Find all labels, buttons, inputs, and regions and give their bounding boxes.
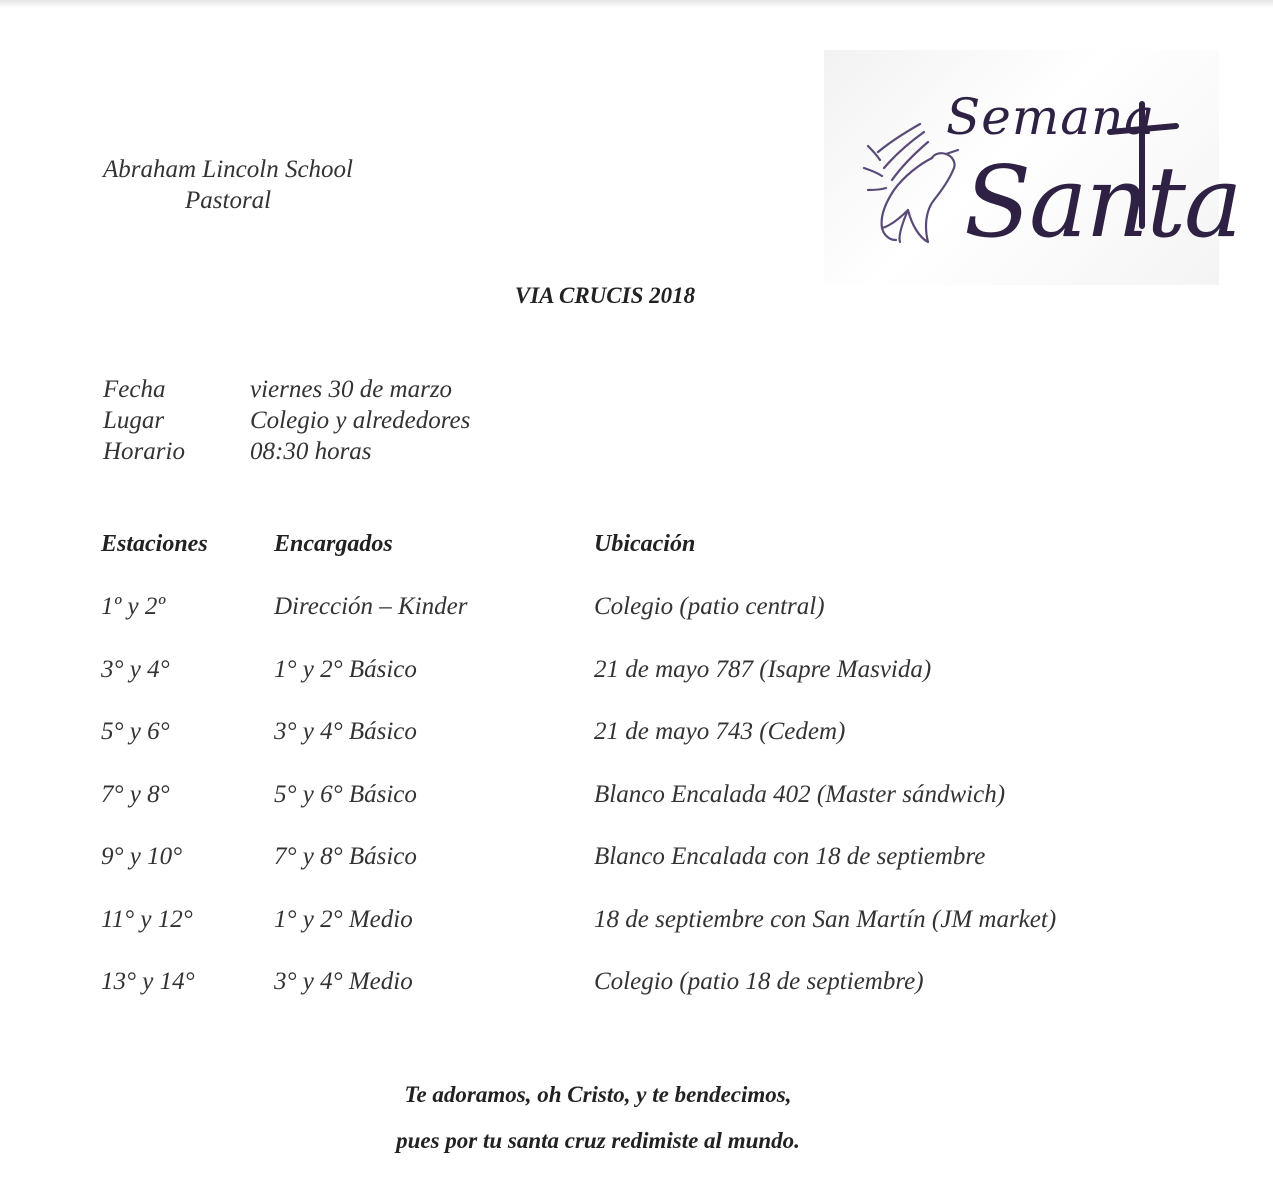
- location-cell: Blanco Encalada con 18 de septiembre: [594, 843, 986, 870]
- location-cell: 21 de mayo 743 (Cedem): [594, 718, 846, 745]
- prayer-line-2: pues por tu santa cruz redimiste al mundo.: [396, 1128, 800, 1153]
- location-cell: 18 de septiembre con San Martín (JM market): [594, 906, 1057, 933]
- location-cell: Colegio (patio central): [594, 593, 825, 620]
- info-row-place: [103, 405, 470, 436]
- scan-edge: [0, 0, 1273, 8]
- info-value: 08:30 horas: [250, 438, 372, 465]
- responsible-cell: Dirección – Kinder: [274, 593, 468, 620]
- responsible-cell: 1° y 2° Medio: [274, 906, 413, 933]
- school-header: [103, 154, 353, 216]
- station-cell: 3° y 4°: [101, 656, 170, 683]
- school-name: Abraham Lincoln School: [103, 156, 353, 183]
- station-cell: 1º y 2º: [101, 593, 166, 620]
- prayer-line-1: Te adoramos, oh Cristo, y te bendecimos,: [404, 1082, 792, 1107]
- column-header-stations: Estaciones: [101, 531, 208, 557]
- semana-santa-logo: [824, 50, 1241, 285]
- location-cell: Blanco Encalada 402 (Master sándwich): [594, 781, 1006, 808]
- info-value: Colegio y alrededores: [250, 407, 471, 434]
- responsible-cell: 7° y 8° Básico: [274, 843, 417, 870]
- station-cell: 7° y 8°: [101, 781, 170, 808]
- column-header-location: Ubicación: [594, 531, 696, 557]
- responsible-cell: 3° y 4° Medio: [274, 968, 413, 995]
- event-info: [103, 374, 470, 467]
- department-name: Pastoral: [185, 187, 272, 214]
- station-cell: 13° y 14°: [101, 968, 195, 995]
- info-label: Lugar: [103, 407, 165, 434]
- info-label: Fecha: [103, 376, 166, 403]
- station-cell: 5° y 6°: [101, 718, 170, 745]
- responsible-cell: 3° y 4° Básico: [274, 718, 417, 745]
- document-title: VIA CRUCIS 2018: [514, 283, 696, 308]
- location-cell: 21 de mayo 787 (Isapre Masvida): [594, 656, 932, 683]
- responsible-cell: 1° y 2° Básico: [274, 656, 417, 683]
- info-label: Horario: [103, 438, 185, 465]
- location-cell: Colegio (patio 18 de septiembre): [594, 968, 924, 995]
- info-value: viernes 30 de marzo: [250, 376, 453, 403]
- dove-icon: [864, 124, 958, 242]
- station-cell: 11° y 12°: [101, 906, 193, 933]
- station-cell: 9° y 10°: [101, 843, 183, 870]
- info-row-date: [103, 374, 470, 405]
- responsible-cell: 5° y 6° Básico: [274, 781, 417, 808]
- logo-word-semana: Semana: [946, 88, 1156, 146]
- column-header-responsible: Encargados: [274, 531, 393, 557]
- info-row-time: [103, 436, 470, 467]
- logo-word-santa: Santa: [964, 146, 1241, 260]
